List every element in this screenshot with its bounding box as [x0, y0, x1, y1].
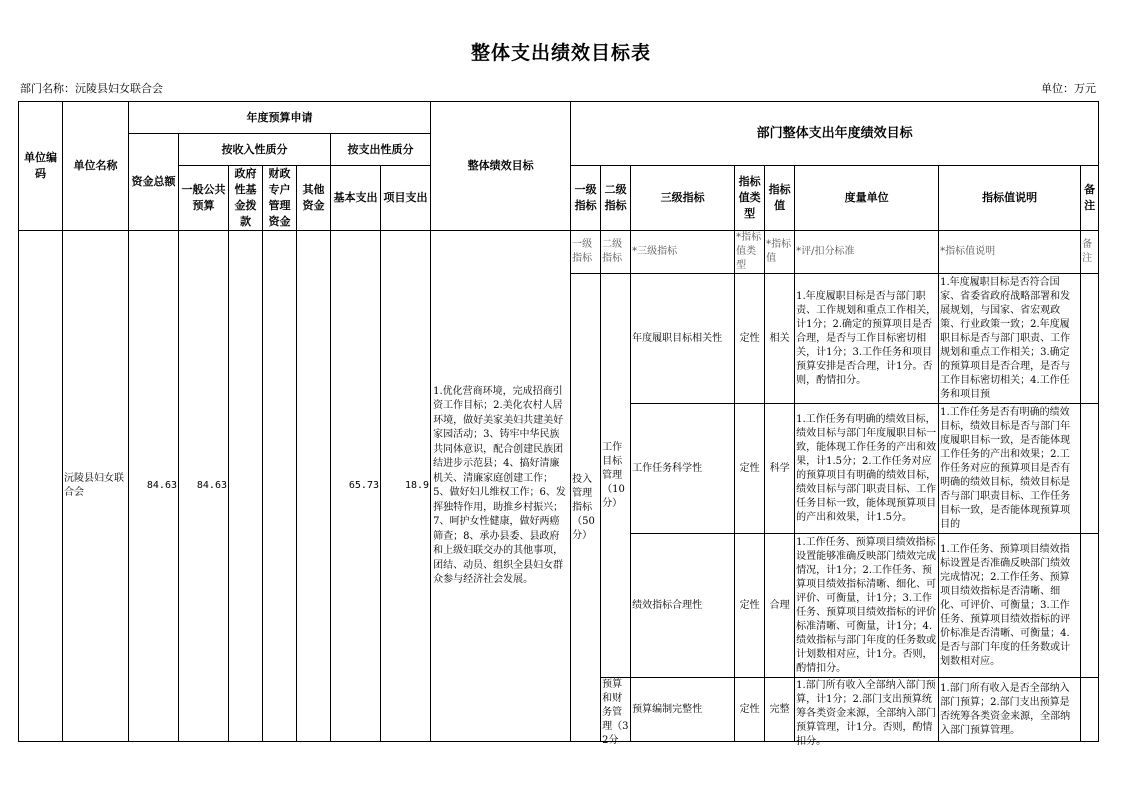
indicator-standard-text: 1.工作任务有明确的绩效目标，绩效目标与部门年度履职目标一致，能体现工作任务的产出和效果，计1.5分；2.工作任务对应的预算项目有明确的绩效目标，绩效目标与部门职责目标、工作任务目标一致，能体现预算项目的产出和效果，计1.5分。	[796, 413, 937, 523]
cell-other-funds	[297, 231, 331, 742]
header-value-type: 指标值类型	[735, 166, 765, 231]
cell-unit-name: 沅陵县妇女联合会	[63, 231, 129, 742]
cell-level2-b	[601, 678, 631, 746]
cell-level1: 投入管理指标（50分）	[571, 274, 601, 742]
indicator-standard	[795, 534, 939, 678]
indicator-standard	[795, 274, 939, 404]
indicator-name: 预算编制完整性	[631, 678, 735, 742]
header-by-expense: 按支出性质分	[331, 134, 431, 166]
indicator-value: 合理	[765, 534, 795, 678]
sub-remark: 备注	[1081, 231, 1099, 274]
page-title: 整体支出绩效目标表	[470, 42, 651, 64]
header-gov-fund: 政府性基金拨款	[229, 166, 263, 231]
indicator-desc-text: 1.工作任务、预算项目绩效指标设置是否准确反映部门绩效完成情况；2.工作任务、预算项目绩效指标是否清晰、细化、可评价、可衡量；3.工作任务、预算项目绩效指标的评价标准是否清晰、可衡量；4.是否与部门年度的任务数或计划数相对应。	[940, 543, 1071, 667]
indicator-standard-text: 1.工作任务、预算项目绩效指标设置能够准确反映部门绩效完成情况，计1分；2.工作任务、预算项目绩效指标清晰、细化、可评价、可衡量，计1分；3.工作任务、预算项目绩效指标的评价标准清晰、可衡量，计1分；4.绩效指标与部门年度的任务数或计划数相对应，计1分。否则，酌情扣分。	[796, 536, 937, 674]
header-level2: 二级指标	[601, 166, 631, 231]
indicator-type: 定性	[735, 534, 765, 678]
header-project-expense: 项目支出	[381, 166, 431, 231]
header-value-desc: 指标值说明	[939, 166, 1081, 231]
indicator-type: 定性	[735, 274, 765, 404]
indicator-standard	[795, 404, 939, 534]
header-level1: 一级指标	[571, 166, 601, 231]
header-general-budget: 一般公共预算	[179, 166, 229, 231]
cell-gov-fund	[229, 231, 263, 742]
indicator-desc	[939, 404, 1081, 534]
indicator-value: 相关	[765, 274, 795, 404]
indicator-value: 完整	[765, 678, 795, 742]
indicator-standard-text: 1.部门所有收入全部纳入部门预算，计1分；2.部门支出预算统筹各类资金来源，全部纳入部门预算管理，计1分。否则，酌情扣分。	[796, 679, 937, 747]
cell-total-funds: 84.63	[129, 231, 179, 742]
sub-level2: 二级指标	[601, 231, 631, 274]
header-other-funds: 其他资金	[297, 166, 331, 231]
header-overall-goal: 整体绩效目标	[431, 102, 571, 231]
header-fiscal-special: 财政专户管理资金	[263, 166, 297, 231]
header-annual-budget: 年度预算申请	[129, 102, 431, 134]
indicator-type: 定性	[735, 678, 765, 742]
sub-level3: *三级指标	[631, 231, 735, 274]
indicator-desc-text: 1.年度履职目标是否符合国家、省委省政府战略部署和发展规划，与国家、省宏观政策、行业政策一致；2.年度履职目标是否与部门职责、工作规划和重点工作相关；3.确定的预算项目是否合理，是否与工作目标密切相关；4.工作任务和项目预	[940, 276, 1071, 400]
indicator-type: 定性	[735, 404, 765, 534]
cell-overall-goal: 1.优化营商环境，完成招商引资工作目标；2.美化农村人居环境，做好美家美妇共建美好家园活动；3、铸牢中华民族共同体意识，配合创建民族团结进步示范县；4、搞好清廉机关、清廉家庭创建工作；5、做好妇儿维权工作；6、发挥独特作用，助推乡村振兴；7、呵护女性健康，做好两癌筛查；8、承办县委、县政府和上级妇联交办的其他事项，团结、动员、组织全县妇女群众参与经济社会发展。	[431, 231, 571, 742]
sub-value: *指标值	[765, 231, 795, 274]
indicator-remark	[1081, 534, 1099, 678]
indicator-desc-text: 1.部门所有收入是否全部纳入部门预算；2.部门支出预算是否统筹各类资金来源，全部纳入部门预算管理。	[940, 682, 1071, 736]
indicator-standard-text: 1.年度履职目标是否与部门职责、工作规划和重点工作相关，计1分；2.确定的预算项目是否合理，是否与工作目标密切相关，计1分；3.工作任务和项目预算安排是否合理，计1分。否则，酌情扣分。	[796, 290, 937, 386]
sub-value-desc: *指标值说明	[939, 231, 1081, 274]
indicator-name: 绩效指标合理性	[631, 534, 735, 678]
indicator-desc-text: 1.工作任务是否有明确的绩效目标，绩效目标是否与部门年度履职目标一致，是否能体现工作任务的产出和效果；2.工作任务对应的预算项目是否有明确的绩效目标，绩效目标是否与部门职责目标、工作任务目标一致，是否能体现预算项目的	[940, 406, 1071, 530]
cell-level2-b-text: 预算和财务管理（32分	[602, 679, 629, 746]
indicator-desc	[939, 274, 1081, 404]
indicator-remark	[1081, 274, 1099, 404]
header-dept-goal: 部门整体支出年度绩效目标	[571, 102, 1099, 166]
header-unit-name: 单位名称	[63, 102, 129, 231]
indicator-desc	[939, 678, 1081, 742]
cell-unit-code	[19, 231, 63, 742]
header-basic-expense: 基本支出	[331, 166, 381, 231]
header-value: 指标值	[765, 166, 795, 231]
indicator-standard	[795, 678, 939, 747]
cell-project-expense: 18.9	[381, 231, 431, 742]
performance-target-table	[18, 101, 1099, 747]
cell-general-budget: 84.63	[179, 231, 229, 742]
sub-level1: 一级指标	[571, 231, 601, 274]
header-remark: 备注	[1081, 166, 1099, 231]
header-level3: 三级指标	[631, 166, 735, 231]
indicator-name: 工作任务科学性	[631, 404, 735, 534]
cell-level2-a: 工作目标管理（10分）	[601, 274, 631, 678]
cell-fiscal-special	[263, 231, 297, 742]
indicator-name: 年度履职目标相关性	[631, 274, 735, 404]
indicator-value: 科学	[765, 404, 795, 534]
sub-measure-unit: *评/扣分标准	[795, 231, 939, 274]
header-total-funds: 资金总额	[129, 134, 179, 231]
header-by-income: 按收入性质分	[179, 134, 331, 166]
header-measure-unit: 度量单位	[795, 166, 939, 231]
header-unit-code: 单位编码	[19, 102, 63, 231]
sub-value-type: *指标值类型	[735, 231, 765, 274]
cell-basic-expense: 65.73	[331, 231, 381, 742]
indicator-remark	[1081, 404, 1099, 534]
currency-unit: 单位：万元	[1041, 82, 1096, 95]
department-name: 部门名称：沅陵县妇女联合会	[20, 82, 163, 95]
indicator-remark	[1081, 678, 1099, 742]
indicator-desc	[939, 534, 1081, 678]
